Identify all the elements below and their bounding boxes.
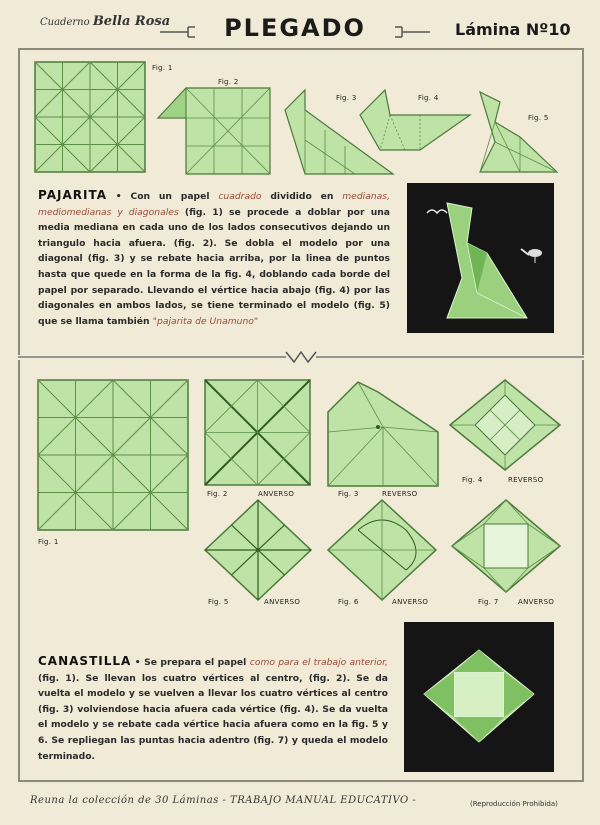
- brand-small: Cuaderno: [40, 17, 90, 28]
- canastilla-fig4-label: Fig. 4: [462, 476, 483, 484]
- canastilla-fig6-label: Fig. 6: [338, 598, 359, 606]
- pajarita-photo: [407, 183, 554, 333]
- canastilla-text-red1: como para el trabajo anterior,: [249, 657, 388, 668]
- canastilla-fig4: [450, 380, 560, 470]
- canastilla-fig2: [205, 380, 310, 485]
- divider-ornament: [18, 350, 584, 364]
- canastilla-photo: [404, 622, 554, 772]
- canastilla-fig1-label: Fig. 1: [38, 538, 59, 546]
- pajarita-photo-model: [407, 183, 554, 333]
- canastilla-fig2-label: Fig. 2: [207, 490, 228, 498]
- pajarita-fig2-label: Fig. 2: [218, 78, 239, 86]
- canastilla-fig4-side: REVERSO: [508, 476, 544, 484]
- canastilla-photo-model: [404, 622, 554, 772]
- canastilla-fig3-label: Fig. 3: [338, 490, 359, 498]
- pajarita-text-c: (fig. 1) se procede a doblar por una media mediana en cada uno de los lados consecutivos dejando un triangulo hacia afuera. (fig. 2). Se dobla el modelo por una diagonal (fig. 3) y se rebate hacia arriba, por la linea de puntos hasta que quede en la forma de la fig. 4, doblando cada borde del papel por separado. Llevando el vértice hacia abajo (fig. 4) por las diagonales en ambos lados, se tiene terminado el modelo (fig. 5) que se llama también: [38, 206, 390, 327]
- canastilla-text-a: • Se prepara el papel: [134, 657, 250, 668]
- canastilla-fig3-side: REVERSO: [382, 490, 418, 498]
- pajarita-text-b: dividido en: [261, 191, 343, 202]
- canastilla-fig7-side: ANVERSO: [518, 598, 555, 606]
- canastilla-fig7-label: Fig. 7: [478, 598, 499, 606]
- canastilla-text-b: (fig. 1). Se llevan los cuatro vértices al centro, (fig. 2). Se da vuelta el modelo y se vuelven a llevar los cuatro vértices al centro (fig. 3) volviendose hacia afuera cada vértice (fig. 4). Se da vuelta el modelo y se rebate cada vértice hacia afuera como en la fig. 5 y 6. Se repliegan las puntas hacia adentro (fig. 7) y queda el modelo terminado.: [38, 672, 388, 762]
- pajarita-heading: PAJARITA: [38, 188, 107, 202]
- pajarita-text-a: • Con un papel: [115, 191, 219, 202]
- canastilla-fig2-side: ANVERSO: [258, 490, 295, 498]
- pajarita-fig1: [35, 62, 145, 172]
- footer-text: Reuna la colección de 30 Láminas - TRABAJO MANUAL EDUCATIVO -: [30, 795, 417, 806]
- pajarita-text-red1: cuadrado: [218, 191, 262, 202]
- pajarita-text-red2: medianas, mediomedianas y diagonales: [38, 191, 390, 218]
- pajarita-fig4: [360, 90, 470, 150]
- page-title: PLEGADO: [224, 14, 366, 42]
- canastilla-fig6-side: ANVERSO: [392, 598, 429, 606]
- pajarita-fig2: [158, 88, 270, 174]
- canastilla-fig5-side: ANVERSO: [264, 598, 301, 606]
- pajarita-fig5: [475, 92, 557, 172]
- canastilla-description: [38, 654, 388, 764]
- pajarita-text-red3: "pajarita de Unamuno": [152, 315, 259, 327]
- brand-name: Bella Rosa: [92, 14, 171, 29]
- lamina-number: Lámina Nº10: [455, 20, 571, 39]
- canastilla-fig6: [328, 500, 436, 600]
- header-ornament-right: [395, 26, 430, 38]
- canastilla-fig7: [452, 500, 560, 592]
- canastilla-fig5-label: Fig. 5: [208, 598, 229, 606]
- pajarita-fig4-label: Fig. 4: [418, 94, 439, 102]
- pajarita-description: [38, 188, 390, 329]
- canastilla-fig1: [38, 380, 188, 530]
- footer-repro: (Reproducción Prohibida): [470, 800, 558, 808]
- pajarita-fig5-label: Fig. 5: [528, 114, 549, 122]
- header: [0, 0, 600, 50]
- canastilla-heading: CANASTILLA: [38, 654, 132, 668]
- canastilla-fig5: [205, 500, 311, 600]
- pajarita-fig3-label: Fig. 3: [336, 94, 357, 102]
- pajarita-fig1-label: Fig. 1: [152, 64, 173, 72]
- canastilla-fig3: [328, 382, 438, 486]
- brand: [40, 14, 170, 29]
- header-ornament-left: [160, 26, 195, 38]
